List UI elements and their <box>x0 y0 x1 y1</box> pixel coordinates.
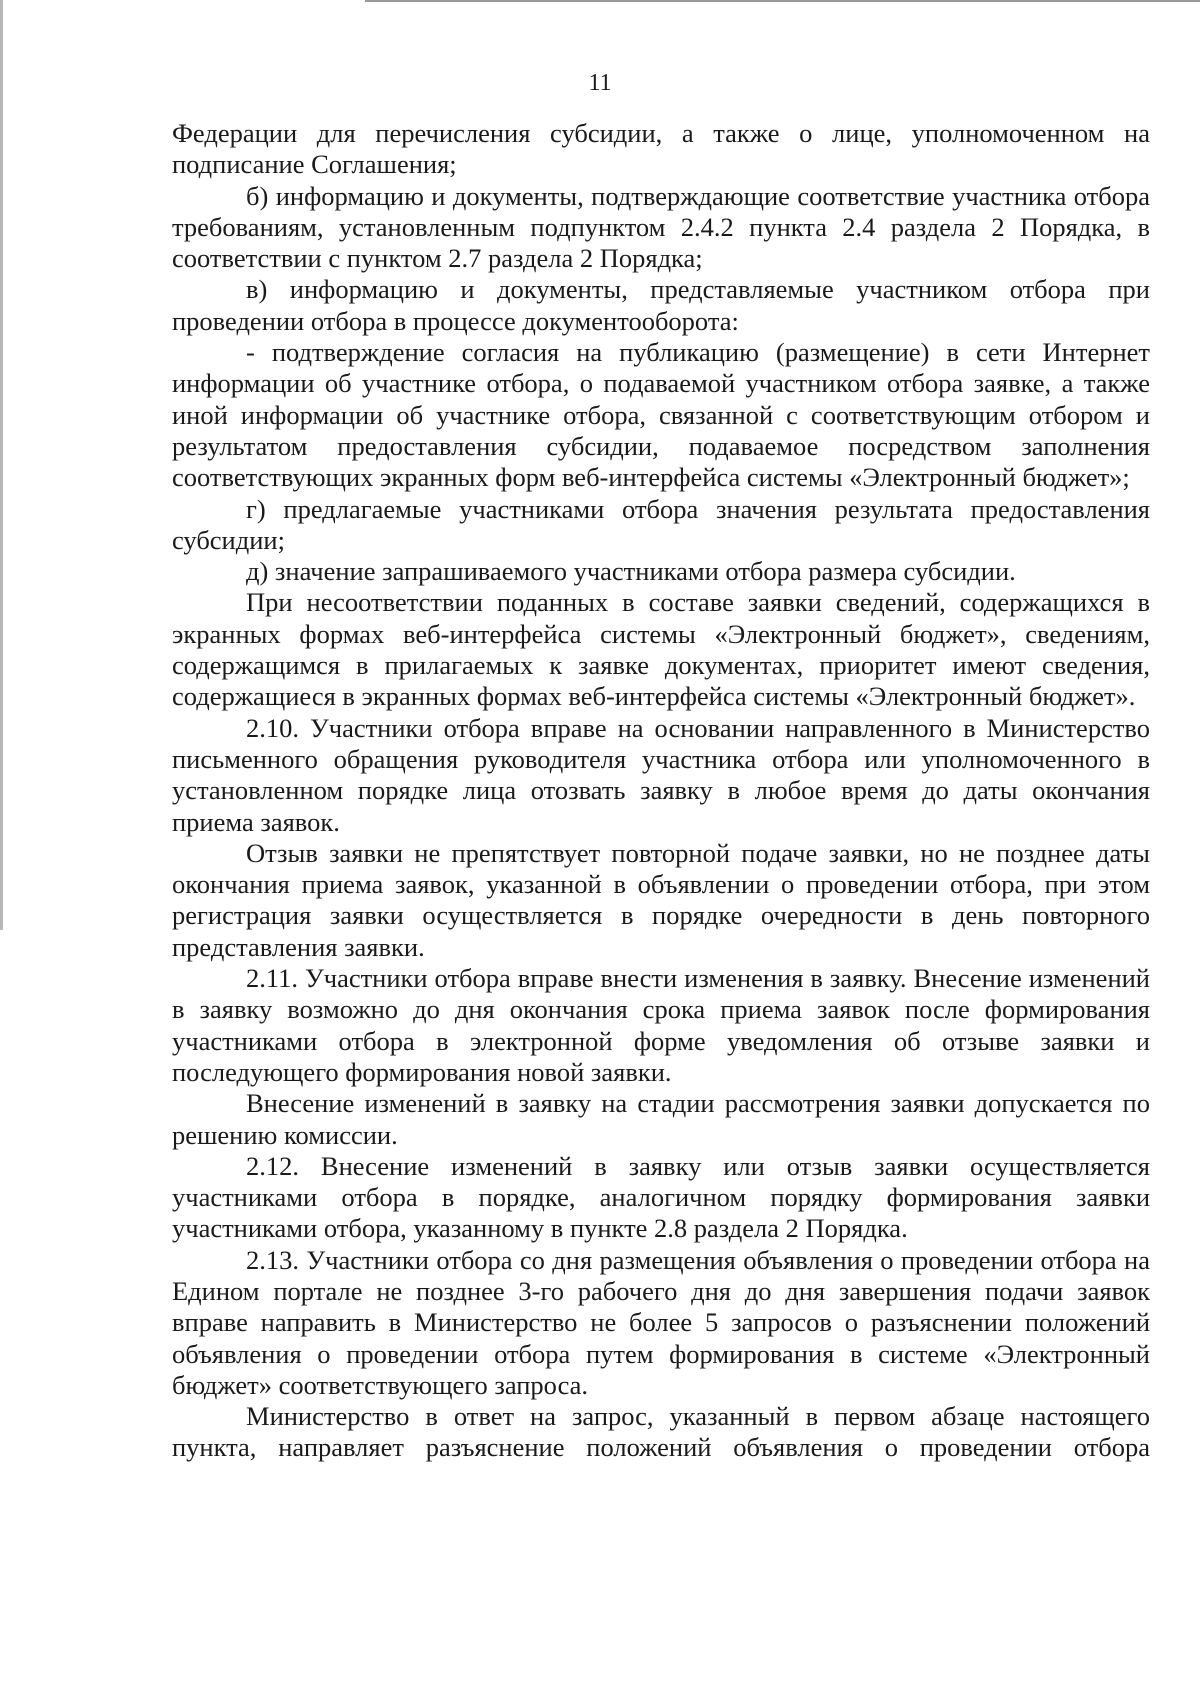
paragraph-6: д) значение запрашиваемого участниками отбора размера субсидии. <box>246 556 1016 587</box>
page-number: 11 <box>588 70 612 96</box>
paragraph-9: Отзыв заявки не препятствует повторной подаче заявки, но не позднее даты окончания приема заявок, указанной в объявлении о проведении отбора, при этом регистрация заявки осуществляется в порядке очередности в день повторного представления заявки. <box>172 837 1150 962</box>
paragraph-13: 2.13. Участники отбора со дня размещения объявления о проведении отбора на Едином портале не позднее 3-го рабочего дня до дня завершения подачи заявок вправе направить в Министерство не более 5 запросов о разъяснении положений объявления о проведении отбора путем формирования в системе «Электронный бюджет» соответствующего запроса. <box>172 1244 1150 1400</box>
paragraph-5: г) предлагаемые участниками отбора значения результата предоставления субсидии; <box>172 493 1150 555</box>
paragraph-3: в) информацию и документы, представляемые участником отбора при проведении отбора в процессе документооборота: <box>172 274 1150 336</box>
paragraph-7: При несоответствии поданных в составе заявки сведений, содержащихся в экранных формах веб-интерфейса системы «Электронный бюджет», сведениям, содержащимся в прилагаемых к заявке документах, приоритет имеют сведения, содержащиеся в экранных формах веб-интерфейса системы «Электронный бюджет». <box>172 587 1150 712</box>
paragraph-4: - подтверждение согласия на публикацию (размещение) в сети Интернет информации об участнике отбора, о подаваемой участником отбора заявке, а также иной информации об участнике отбора, связанной с соответствующим отбором и результатом предоставления субсидии, подаваемое посредством заполнения соответствующих экранных форм веб-интерфейса системы «Электронный бюджет»; <box>172 337 1150 493</box>
paragraph-8: 2.10. Участники отбора вправе на основании направленного в Министерство письменного обращения руководителя участника отбора или уполномоченного в установленном порядке лица отозвать заявку в любое время до даты окончания приема заявок. <box>172 712 1150 837</box>
paragraph-11: Внесение изменений в заявку на стадии рассмотрения заявки допускается по решению комиссии. <box>172 1088 1150 1150</box>
paragraph-2: б) информацию и документы, подтверждающие соответствие участника отбора требованиям, установленным подпунктом 2.4.2 пункта 2.4 раздела 2 Порядка, в соответствии с пунктом 2.7 раздела 2 Порядка; <box>172 180 1150 274</box>
paragraph-12: 2.12. Внесение изменений в заявку или отзыв заявки осуществляется участниками отбора в порядке, аналогичном порядку формирования заявки участниками отбора, указанному в пункте 2.8 раздела 2 Порядка. <box>172 1150 1150 1244</box>
paragraph-10: 2.11. Участники отбора вправе внести изменения в заявку. Внесение изменений в заявку возможно до дня окончания срока приема заявок после формирования участниками отбора в электронной форме уведомления об отзыве заявки и последующего формирования новой заявки. <box>172 963 1150 1087</box>
scan-edge-shadow <box>0 0 3 930</box>
paragraph-14: Министерство в ответ на запрос, указанный в первом абзаце настоящего пункта, направляет разъяснение положений объявления о проведении отбора <box>172 1401 1150 1463</box>
scan-edge-line <box>365 0 1200 2</box>
paragraph-1: Федерации для перечисления субсидии, а также о лице, уполномоченном на подписание Соглашения; <box>172 118 1150 180</box>
document-body <box>172 118 1150 1464</box>
